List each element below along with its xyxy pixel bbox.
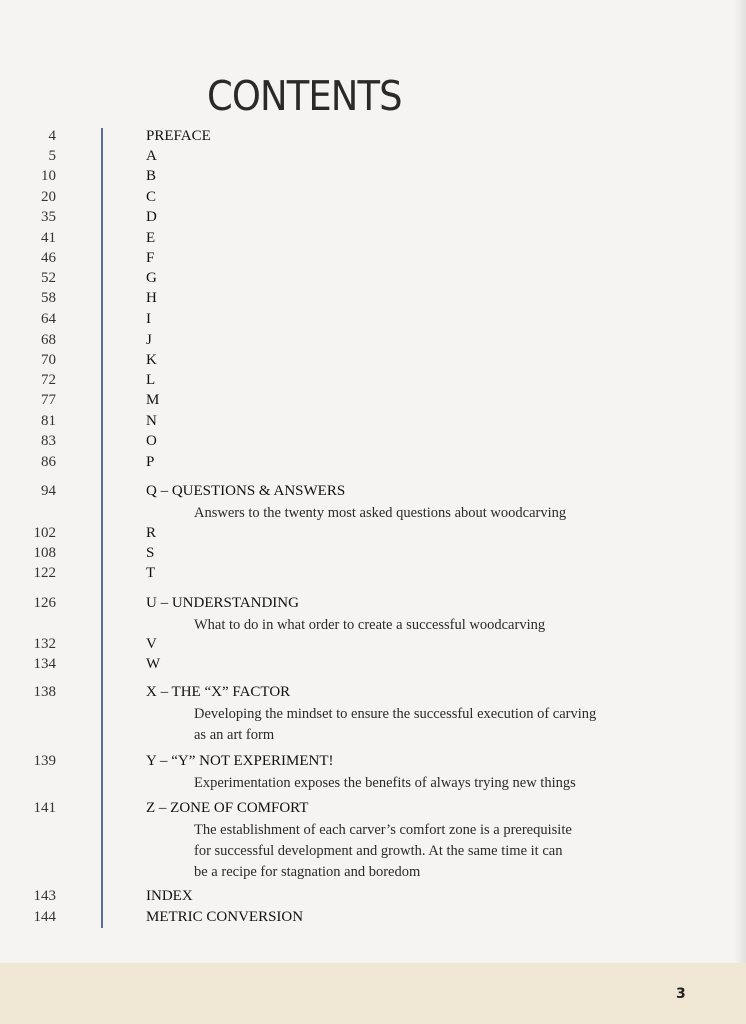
toc-heading: K [146, 352, 157, 368]
toc-page-number: 139 [33, 753, 56, 769]
toc-heading: Z – ZONE OF COMFORT [146, 800, 309, 816]
toc-heading: F [146, 250, 155, 266]
toc-heading: B [146, 168, 157, 184]
toc-page-number: 143 [33, 888, 56, 904]
vertical-divider [101, 128, 103, 928]
toc-page-number: 108 [33, 545, 56, 561]
toc-description-line: What to do in what order to create a successful woodcarving [194, 617, 546, 633]
toc-heading: Y – “Y” NOT EXPERIMENT! [146, 753, 334, 769]
toc-description-line: The establishment of each carver’s comfort zone is a prerequisite [194, 822, 572, 838]
toc-description-line: Developing the mindset to ensure the successful execution of carving [194, 706, 597, 722]
toc-heading: P [146, 454, 155, 470]
toc-heading: Q – QUESTIONS & ANSWERS [146, 483, 346, 499]
toc-page-number: 81 [41, 413, 56, 429]
toc-heading: U – UNDERSTANDING [146, 595, 299, 611]
toc-heading: M [146, 392, 160, 408]
toc-page-number: 70 [41, 352, 56, 368]
toc-description-line: Experimentation exposes the benefits of always trying new things [194, 775, 576, 791]
toc-heading: H [146, 290, 157, 306]
toc-heading: C [146, 189, 157, 205]
toc-page-number: 58 [41, 290, 56, 306]
toc-page-number: 86 [41, 454, 56, 470]
toc-heading: J [146, 332, 152, 348]
toc-heading: G [146, 270, 157, 286]
toc-heading: A [146, 148, 157, 164]
toc-page-number: 46 [41, 250, 56, 266]
toc-heading: METRIC CONVERSION [146, 909, 304, 925]
toc-page-number: 134 [33, 656, 56, 672]
toc-page-number: 35 [41, 209, 56, 225]
toc-description-line: be a recipe for stagnation and boredom [194, 864, 421, 880]
toc-page-number: 20 [41, 189, 56, 205]
toc-page-number: 94 [41, 483, 56, 499]
toc-heading: X – THE “X” FACTOR [146, 684, 291, 700]
toc-heading: INDEX [146, 888, 193, 904]
toc-heading: R [146, 525, 157, 541]
toc-heading: N [146, 413, 157, 429]
toc-page-number: 122 [33, 565, 56, 581]
toc-page-number: 5 [48, 148, 56, 164]
toc-heading: O [146, 433, 157, 449]
toc-page-number: 138 [33, 684, 56, 700]
toc-page-number: 72 [41, 372, 56, 388]
page-edge-shadow [734, 0, 746, 1024]
toc-description-line: Answers to the twenty most asked questions about woodcarving [194, 505, 567, 521]
toc-page-number: 64 [41, 311, 56, 327]
toc-page-number: 132 [33, 636, 56, 652]
toc-heading: L [146, 372, 156, 388]
toc-heading: V [146, 636, 157, 652]
page-number: 3 [676, 986, 686, 1002]
toc-description-line: for successful development and growth. At the same time it can [194, 843, 563, 859]
toc-heading: T [146, 565, 156, 581]
toc-page-number: 68 [41, 332, 56, 348]
toc-description-line: as an art form [194, 727, 275, 743]
toc-page-number: 4 [48, 128, 56, 144]
toc-page-number: 83 [41, 433, 56, 449]
toc-heading: W [146, 656, 161, 672]
toc-page-number: 77 [41, 392, 56, 408]
toc-page-number: 41 [41, 230, 56, 246]
toc-page-number: 144 [33, 909, 56, 925]
toc-heading: I [146, 311, 151, 327]
toc-page-number: 10 [41, 168, 56, 184]
toc-page-number: 102 [33, 525, 56, 541]
toc-page-number: 141 [33, 800, 56, 816]
toc-heading: S [146, 545, 155, 561]
toc-page-number: 52 [41, 270, 56, 286]
page-footer-band [0, 963, 746, 1024]
toc-heading: PREFACE [146, 128, 211, 144]
toc-heading: E [146, 230, 156, 246]
toc-page-number: 126 [33, 595, 56, 611]
toc-heading: D [146, 209, 157, 225]
page-title: CONTENTS [207, 72, 402, 120]
